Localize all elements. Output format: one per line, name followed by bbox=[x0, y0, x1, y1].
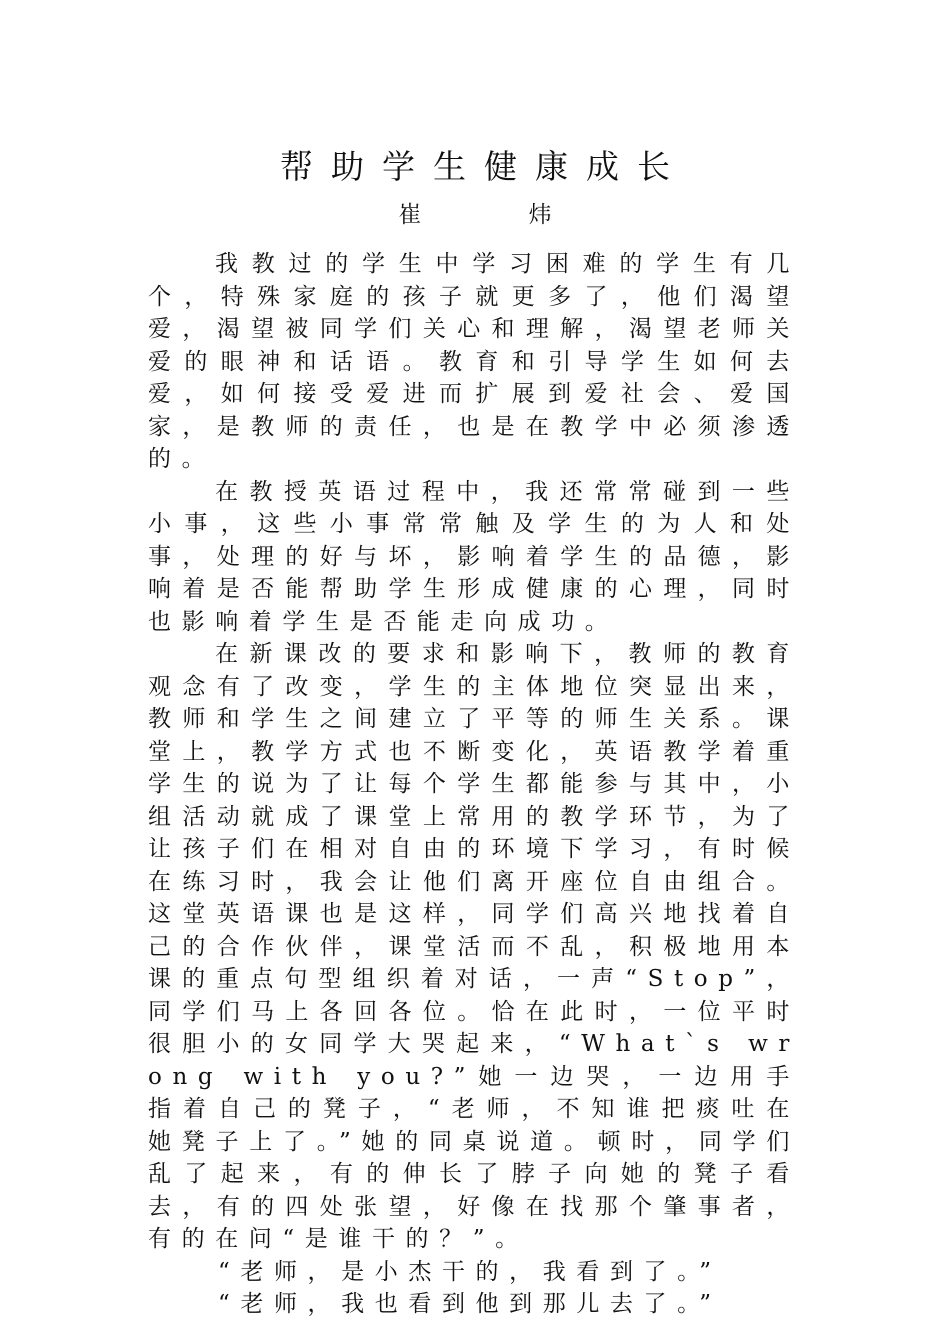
paragraph-1: 我教过的学生中学习困难的学生有几个，特殊家庭的孩子就更多了，他们渴望爱，渴望被同学们关心和理解，渴望老师关爱的眼神和话语。教育和引导学生如何去爱，如何接受爱进而扩展到爱社会、爱国家，是教师的责任，也是在教学中必须渗透的。 bbox=[148, 251, 800, 472]
paragraph-3: 在新课改的要求和影响下，教师的教育观念有了改变，学生的主体地位突显出来，教师和学生之间建立了平等的师生关系。课堂上，教学方式也不断变化，英语教学着重学生的说为了让每个学生都能参与其中，小组活动就成了课堂上常用的教学环节，为了让孩子们在相对自由的环境下学习，有时候在练习时，我会让他们离开座位自由组合。这堂英语课也是这样，同学们高兴地找着自己的合作伙伴，课堂活而不乱，积极地用本课的重点句型组织着对话，一声“Stop”，同学们马上各回各位。恰在此时，一位平时很胆小的女同学大哭起来，“What`s wrong with you?”她一边哭，一边用手指着自己的凳子，“老师，不知谁把痰吐在她凳子上了。”她的同桌说道。顿时，同学们乱了起来，有的伸长了脖子向她的凳子看去，有的四处张望，好像在找那个肇事者，有的在问“是谁干的？”。 bbox=[148, 641, 800, 1252]
quote-line-1: “老师，是小杰干的，我看到了。” bbox=[218, 1258, 722, 1285]
document-title: 帮助学生健康成长 bbox=[280, 147, 688, 186]
quote-line-2: “老师，我也看到他到那儿去了。” bbox=[218, 1291, 722, 1317]
document-author: 崔 炜 bbox=[398, 202, 602, 228]
document-body bbox=[148, 248, 800, 1321]
paragraph-2: 在教授英语过程中，我还常常碰到一些小事，这些小事常常触及学生的为人和处事，处理的好与坏，影响着学生的品德，影响着是否能帮助学生形成健康的心理，同时也影响着学生是否能走向成功。 bbox=[148, 478, 800, 635]
